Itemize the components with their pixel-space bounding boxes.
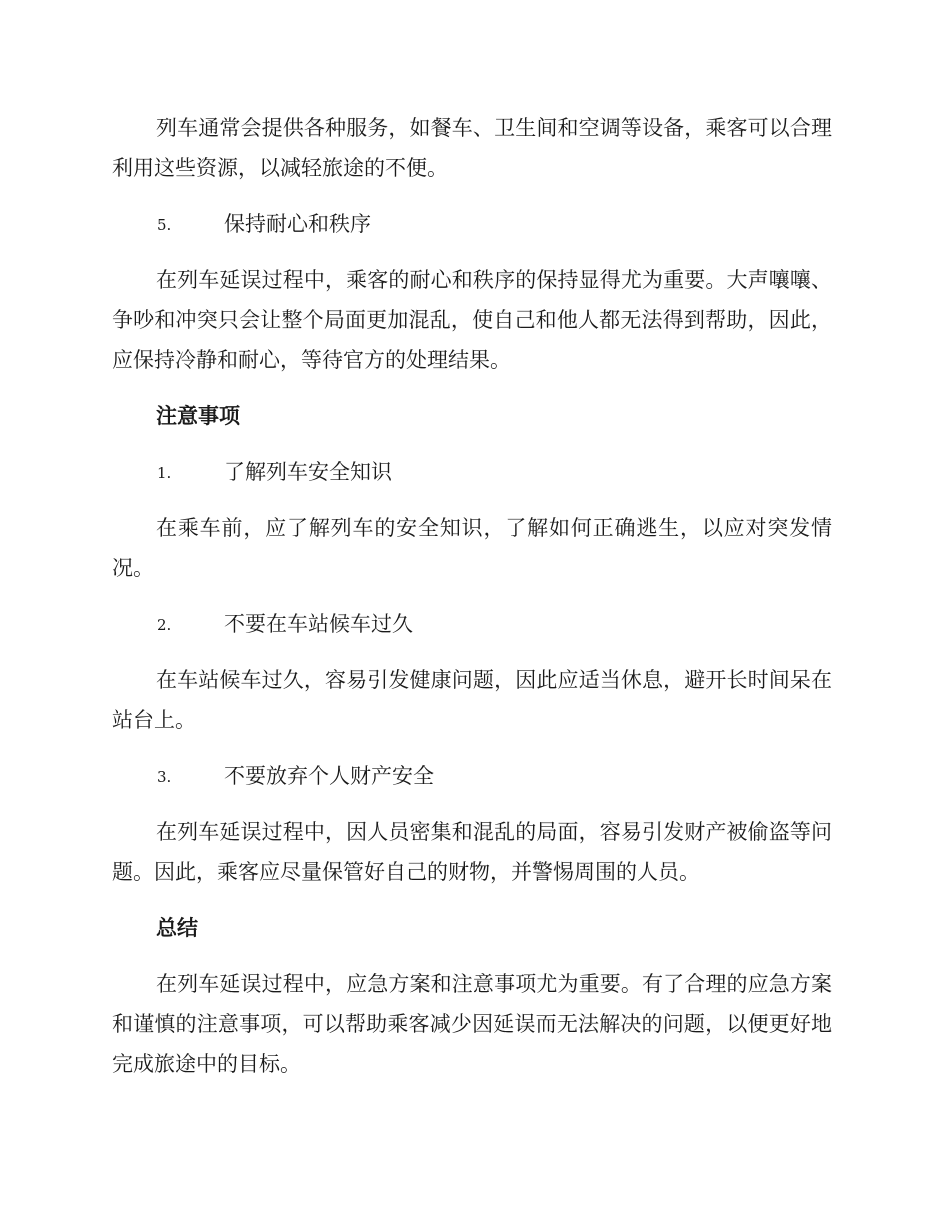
paragraph-summary: 在列车延误过程中，应急方案和注意事项尤为重要。有了合理的应急方案和谨慎的注意事项，可以帮助乘客减少因延误而无法解决的问题，以便更好地完成旅途中的目标。 [112,972,832,1076]
list-label: 保持耐心和秩序 [224,212,371,236]
paragraph-property: 在列车延误过程中，因人员密集和混乱的局面，容易引发财产被偷盗等问题。因此，乘客应尽量保管好自己的财物，并警惕周围的人员。 [112,820,832,884]
list-item-5 [112,204,832,244]
list-label: 不要在车站候车过久 [224,612,413,636]
section-heading-notes: 注意事项 [156,403,240,428]
list-number: 2. [157,616,172,634]
document-page [112,108,832,1084]
paragraph-waiting: 在车站候车过久，容易引发健康问题，因此应适当休息，避开长时间呆在站台上。 [112,668,832,732]
list-number: 5. [157,216,172,234]
list-item-2 [112,604,832,644]
list-item-1 [112,452,832,492]
section-heading-summary: 总结 [156,915,198,940]
list-label: 不要放弃个人财产安全 [224,764,434,788]
list-number: 3. [157,768,172,786]
list-label: 了解列车安全知识 [224,460,392,484]
paragraph-safety: 在乘车前，应了解列车的安全知识，了解如何正确逃生，以应对突发情况。 [112,516,832,580]
paragraph-services: 列车通常会提供各种服务，如餐车、卫生间和空调等设备，乘客可以合理利用这些资源，以减轻旅途的不便。 [112,116,832,180]
list-item-3 [112,756,832,796]
list-number: 1. [157,464,172,482]
paragraph-patience: 在列车延误过程中，乘客的耐心和秩序的保持显得尤为重要。大声嚷嚷、争吵和冲突只会让整个局面更加混乱，使自己和他人都无法得到帮助，因此，应保持冷静和耐心，等待官方的处理结果。 [112,268,832,372]
